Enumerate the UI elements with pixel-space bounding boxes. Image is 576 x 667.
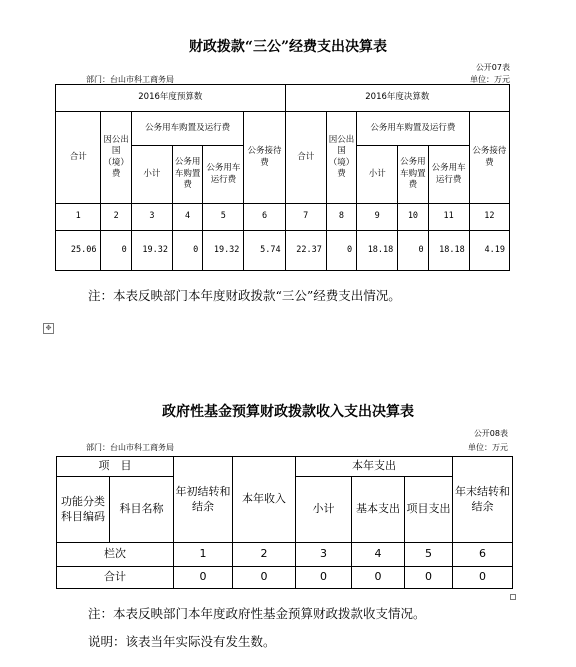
total-cell: 0 [453,567,513,589]
actual-abroad-header: 因公出国（境）费 [326,112,356,204]
government-fund-table [56,456,513,589]
table2-note: 注：本表反映部门本年度政府性基金预算财政拨款收支情况。 [88,606,426,621]
budget-total-header: 合计 [56,112,101,204]
value-cell: 0 [398,231,428,271]
value-cell: 4.19 [469,231,509,271]
total-cell: 0 [296,567,352,589]
expense-group-header: 本年支出 [296,457,453,477]
column-number: 12 [469,204,509,231]
table1-unit: 单位：万元 [470,75,510,84]
budget-group-header: 2016年度预算数 [56,85,286,112]
actual-subtotal-header: 小计 [357,146,398,204]
budget-reception-header: 公务接待费 [244,112,285,204]
column-number: 2 [101,204,131,231]
budget-purchase-header: 公务用车购置费 [172,146,202,204]
budget-subtotal-header: 小计 [131,146,172,204]
table2-title: 政府性基金预算财政拨款收入支出决算表 [162,404,414,420]
total-cell: 0 [233,567,296,589]
table1-note: 注：本表反映部门本年度财政拨款“三公”经费支出情况。 [88,288,401,303]
table1-form-number: 公开07表 [475,63,510,72]
project-expense-header: 项目支出 [405,477,453,543]
table1-title: 财政拨款“三公”经费支出决算表 [188,39,388,55]
actual-group-header: 2016年度决算数 [285,85,509,112]
code-header: 功能分类科目编码 [57,477,110,543]
column-number: 6 [453,543,513,567]
table-move-handle-icon[interactable]: ✥ [43,323,54,334]
column-number-row [57,543,513,567]
column-number: 6 [244,204,285,231]
actual-reception-header: 公务接待费 [469,112,509,204]
value-cell: 0 [101,231,131,271]
column-number: 5 [405,543,453,567]
column-number: 11 [428,204,469,231]
row-column-label: 栏次 [57,543,174,567]
column-number: 3 [296,543,352,567]
table2-remark: 说明：该表当年实际没有发生数。 [88,634,276,649]
value-cell: 18.18 [428,231,469,271]
three-public-expense-table [55,84,510,271]
column-number: 7 [285,204,326,231]
opening-balance-header: 年初结转和结余 [174,457,233,543]
total-cell: 0 [174,567,233,589]
actual-total-header: 合计 [285,112,326,204]
table2-department: 部门：台山市科工商务局 [86,443,174,452]
column-number: 10 [398,204,428,231]
basic-expense-header: 基本支出 [352,477,405,543]
value-cell: 22.37 [285,231,326,271]
actual-operation-header: 公务用车运行费 [428,146,469,204]
column-number: 9 [357,204,398,231]
value-cell: 0 [172,231,202,271]
value-row [56,231,510,271]
budget-vehicle-header: 公务用车购置及运行费 [131,112,244,146]
expense-subtotal-header: 小计 [296,477,352,543]
column-number: 3 [131,204,172,231]
subject-name-header: 科目名称 [110,477,174,543]
column-number-row [56,204,510,231]
column-number: 1 [56,204,101,231]
value-cell: 5.74 [244,231,285,271]
actual-vehicle-header: 公务用车购置及运行费 [357,112,470,146]
table1-department: 部门：台山市科工商务局 [86,75,174,84]
column-number: 1 [174,543,233,567]
column-number: 4 [352,543,405,567]
column-number: 2 [233,543,296,567]
column-number: 5 [203,204,244,231]
budget-operation-header: 公务用车运行费 [203,146,244,204]
item-header: 项 目 [57,457,174,477]
value-cell: 18.18 [357,231,398,271]
column-number: 8 [326,204,356,231]
total-row [57,567,513,589]
table2-form-number: 公开08表 [473,429,508,438]
budget-abroad-header: 因公出国（境）费 [101,112,131,204]
value-cell: 25.06 [56,231,101,271]
value-cell: 0 [326,231,356,271]
table2-unit: 单位：万元 [468,443,508,452]
closing-balance-header: 年末结转和结余 [453,457,513,543]
actual-purchase-header: 公务用车购置费 [398,146,428,204]
total-cell: 0 [352,567,405,589]
total-label: 合计 [57,567,174,589]
value-cell: 19.32 [203,231,244,271]
total-cell: 0 [405,567,453,589]
table-resize-handle[interactable] [510,594,516,600]
income-header: 本年收入 [233,457,296,543]
value-cell: 19.32 [131,231,172,271]
column-number: 4 [172,204,202,231]
